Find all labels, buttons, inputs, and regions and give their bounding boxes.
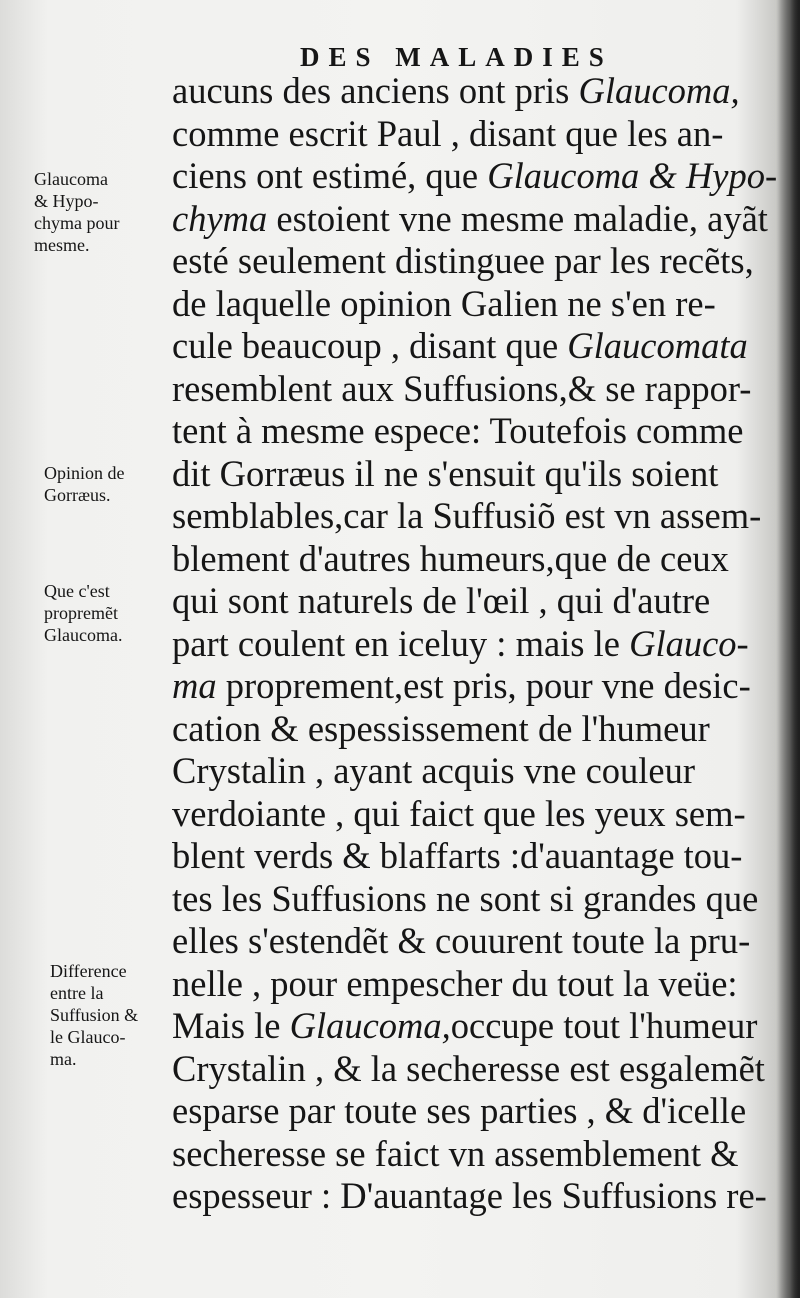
italic-term: Glaucoma & Hypo- [487,155,778,196]
text-line [172,325,772,368]
margin-note-line: Glaucoma. [44,625,123,645]
text-run: semblables,car la Suffusiõ est vn assem- [172,495,762,536]
text-line [172,920,772,963]
text-run: nelle , pour empescher du tout la veüe: [172,962,738,1004]
text-line [172,835,772,878]
text-run: ciens ont estimé, que [172,155,488,196]
text-run: occupe tout l'humeur [450,1005,758,1046]
margin-note-line: Glaucoma [34,169,108,189]
text-run: elles s'estendẽt & couurent toute la pru- [172,920,751,961]
italic-term: chyma [172,197,268,239]
text-line [172,1048,772,1091]
margin-note-glaucoma-definition [44,580,122,646]
text-line [172,368,772,411]
text-line [172,580,772,623]
text-run: verdoiante , qui faict que les yeux sem- [172,792,746,834]
text-line [172,1005,772,1048]
italic-term: ma [172,665,217,706]
text-line [172,878,772,921]
text-run: dit Gorræus il ne s'ensuit qu'ils soient [172,452,719,494]
text-line [172,155,778,198]
text-line [172,198,772,241]
text-line [172,1133,772,1176]
text-line [172,1175,772,1218]
text-run: blement d'autres humeurs,que de ceux [172,537,729,579]
page-edge-shadow [778,0,800,1298]
margin-note-line: & Hypo- [34,191,99,211]
text-run: tes les Suffusions ne sont si grandes que [172,877,759,919]
margin-note-line: Que c'est [44,581,110,601]
text-run: secheresse se faict vn assemblement & [172,1132,739,1174]
text-run: aucuns des anciens ont pris [172,70,579,111]
text-line [172,665,772,708]
text-run: blent verds & blaffarts :d'auantage tou- [172,835,743,876]
text-line [172,70,772,113]
text-line [172,623,772,666]
text-run: part coulent en iceluy : mais le [172,622,630,664]
text-line [172,963,772,1006]
text-run: tent à mesme espece: Toutefois comme [172,410,744,451]
margin-note-line: Opinion de [44,463,125,483]
text-run: esté seulement distinguee par les recẽts, [172,240,754,281]
text-line [172,538,772,581]
margin-note-line: le Glauco- [50,1027,126,1047]
text-line [172,283,772,326]
text-run: comme escrit Paul , disant que les an- [172,112,724,154]
text-run: qui sont naturels de l'œil , qui d'autre [172,580,711,621]
text-line [172,750,772,793]
margin-note-line: Difference [50,961,127,981]
italic-term: Glauco- [629,622,749,664]
text-line [172,240,772,283]
text-line [172,708,772,751]
margin-note-opinion-gorraeus [44,462,125,506]
margin-note-line: mesme. [34,235,90,255]
text-line [172,453,772,496]
margin-note-glaucoma-hypochyma [34,168,119,256]
margin-note-difference [50,960,138,1070]
margin-note-line: propremẽt [44,603,118,623]
margin-note-line: entre la [50,983,104,1003]
margin-note-line: Gorræus. [44,485,111,505]
text-run: esparse par toute ses parties , & d'icelle [172,1090,747,1131]
text-run: Crystalin , & la secheresse est esgalemẽt [172,1047,765,1089]
text-run: de laquelle opinion Galien ne s'en re- [172,282,716,324]
text-run: resemblent aux Suffusions,& se rappor- [172,367,752,409]
text-line [172,793,772,836]
running-header: DES MALADIES [300,42,613,72]
italic-term: Glaucomata [567,325,748,366]
body-text [172,70,778,1218]
text-line [172,1090,772,1133]
italic-term: Glaucoma, [578,70,740,111]
show-through-ink [38,885,178,929]
text-run: estoient vne mesme maladie, ayãt [267,197,768,239]
margin-note-line: chyma pour [34,213,120,233]
margin-note-line: ma. [50,1049,77,1069]
text-line [172,113,772,156]
italic-term: Glaucoma, [289,1005,451,1046]
text-line [172,410,772,453]
text-run: Crystalin , ayant acquis vne couleur [172,750,696,791]
text-run: cation & espessissement de l'humeur [172,707,710,749]
text-run: cule beaucoup , disant que [172,325,568,366]
text-run: Mais le [172,1005,290,1046]
text-run: espesseur : D'auantage les Suffusions re- [172,1175,767,1216]
margin-note-line: Suffusion & [50,1005,139,1025]
text-line [172,495,772,538]
text-run: proprement,est pris, pour vne desic- [216,665,751,706]
